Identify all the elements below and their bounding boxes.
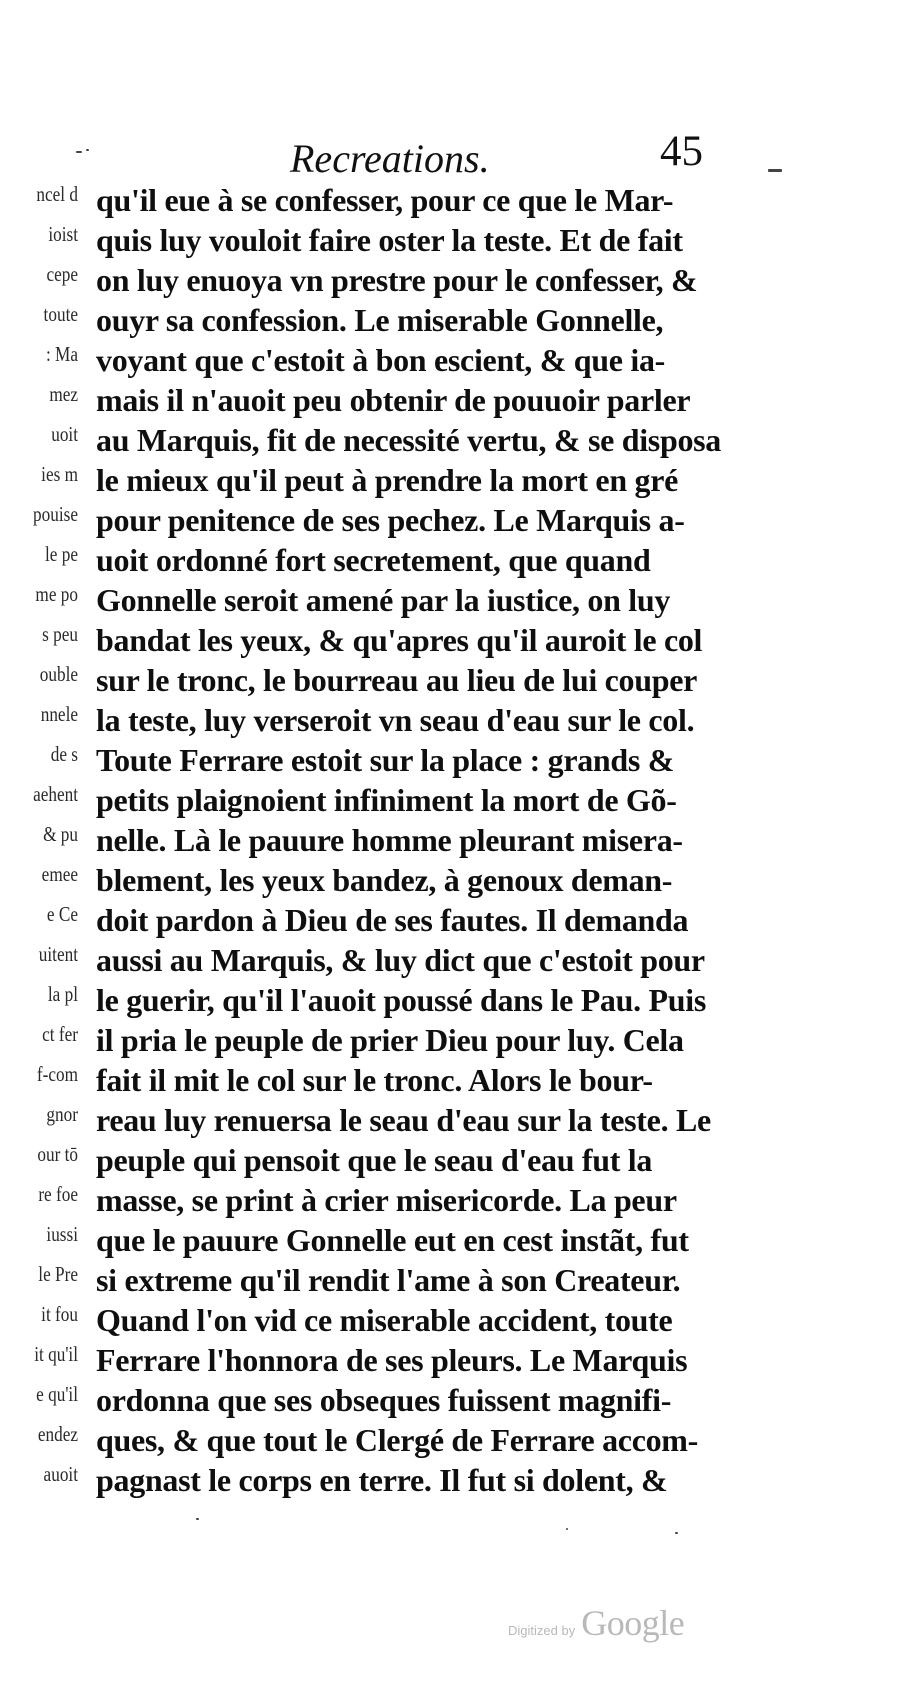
body-line: qu'il eue à se confesser, pour ce que le Mar- (96, 182, 674, 218)
gutter-line: le Pre (38, 1262, 78, 1286)
body-line: si extreme qu'il rendit l'ame à son Createur. (96, 1262, 681, 1298)
body-line: pagnast le corps en terre. Il fut si dolent, & (96, 1462, 668, 1498)
body-line: voyant que c'estoit à bon escient, & que ia- (96, 342, 666, 378)
gutter-line: ct fer (42, 1022, 78, 1046)
gutter-line: emee (41, 862, 78, 886)
ink-speck (196, 1518, 199, 1520)
gutter-line: s peu (42, 622, 78, 646)
gutter-line: le pe (45, 542, 78, 566)
body-line: aussi au Marquis, & luy dict que c'estoit pour (96, 942, 705, 978)
gutter-line: ncel d (36, 182, 78, 206)
gutter-line: uoit (51, 422, 78, 446)
body-line: quis luy vouloit faire oster la teste. Et de fait (96, 222, 683, 258)
ink-speck (675, 1532, 678, 1534)
body-line: bandat les yeux, & qu'apres qu'il auroit le col (96, 622, 703, 658)
digitized-label: Digitized by (508, 1623, 576, 1638)
gutter-line: iussi (46, 1222, 78, 1246)
gutter-line: ouble (39, 662, 78, 686)
body-line: reau luy renuersa le seau d'eau sur la teste. Le (96, 1102, 711, 1138)
body-line: sur le tronc, le bourreau au lieu de lui couper (96, 662, 698, 698)
ink-speck (86, 149, 89, 151)
body-line: mais il n'auoit peu obtenir de pouuoir parler (96, 382, 691, 418)
ink-speck (566, 1528, 568, 1530)
gutter-line: de s (50, 742, 78, 766)
gutter-line: : Ma (45, 342, 78, 366)
body-line: Ferrare l'honnora de ses pleurs. Le Marquis (96, 1342, 688, 1378)
gutter-line: cepe (46, 262, 78, 286)
body-line: ques, & que tout le Clergé de Ferrare accom- (96, 1422, 699, 1458)
body-line: ouyr sa confession. Le miserable Gonnelle, (96, 302, 664, 338)
body-line: uoit ordonné fort secretement, que quand (96, 542, 651, 578)
gutter-line: me po (35, 582, 78, 606)
gutter-line: e qu'il (36, 1382, 78, 1406)
body-line: petits plaignoient infiniment la mort de Gõ- (96, 782, 677, 818)
gutter-line: e Ce (46, 902, 78, 926)
gutter-line: la pl (47, 982, 78, 1006)
body-line: nelle. Là le pauure homme pleurant misera- (96, 822, 683, 858)
body-line: blement, les yeux bandez, à genoux deman- (96, 862, 673, 898)
body-line: fait il mit le col sur le tronc. Alors le bour- (96, 1062, 653, 1098)
gutter-line: nnele (40, 702, 78, 726)
gutter-line: endez (37, 1422, 78, 1446)
body-line: Gonnelle seroit amené par la iustice, on luy (96, 582, 671, 618)
ink-speck (768, 169, 782, 172)
gutter-line: ioist (48, 222, 78, 246)
body-line: peuple qui pensoit que le seau d'eau fut la (96, 1142, 653, 1178)
google-logo: Google (581, 1603, 685, 1643)
gutter-line: ies m (41, 462, 78, 486)
gutter-line: f-com (36, 1062, 78, 1086)
body-line: le guerir, qu'il l'auoit poussé dans le Pau. Puis (96, 982, 707, 1018)
gutter-line: our tō (37, 1142, 78, 1166)
facing-page-gutter (0, 182, 80, 1522)
gutter-line: uitent (38, 942, 78, 966)
body-line: il pria le peuple de prier Dieu pour luy. Cela (96, 1022, 684, 1058)
body-line: la teste, luy verseroit vn seau d'eau sur le col. (96, 702, 695, 738)
gutter-line: re foe (38, 1182, 78, 1206)
body-line: au Marquis, fit de necessité vertu, & se disposa (96, 422, 721, 458)
body-line: Toute Ferrare estoit sur la place : grands & (96, 742, 675, 778)
gutter-line: gnor (46, 1102, 78, 1126)
body-line: Quand l'on vid ce miserable accident, toute (96, 1302, 673, 1338)
gutter-line: mez (49, 382, 78, 406)
body-line: le mieux qu'il peut à prendre la mort en gré (96, 462, 679, 498)
ink-speck (76, 151, 82, 153)
gutter-line: it fou (41, 1302, 78, 1326)
gutter-line: pouise (33, 502, 78, 526)
gutter-line: aehent (33, 782, 78, 806)
digitized-by-watermark (508, 1602, 684, 1644)
gutter-line: it qu'il (34, 1342, 78, 1366)
body-line: masse, se print à crier misericorde. La peur (96, 1182, 677, 1218)
body-line: ordonna que ses obseques fuissent magnifi- (96, 1382, 672, 1418)
body-line: on luy enuoya vn prestre pour le confesser, & (96, 262, 698, 298)
gutter-line: toute (43, 302, 78, 326)
gutter-line: & pu (43, 822, 78, 846)
page-number: 45 (660, 128, 703, 175)
body-line: que le pauure Gonnelle eut en cest instãt, fut (96, 1222, 689, 1258)
body-line: doit pardon à Dieu de ses fautes. Il demanda (96, 902, 689, 938)
running-head-title: Recreations. (290, 136, 490, 181)
gutter-line: auoit (43, 1462, 78, 1486)
body-line: pour penitence de ses pechez. Le Marquis a- (96, 502, 685, 538)
